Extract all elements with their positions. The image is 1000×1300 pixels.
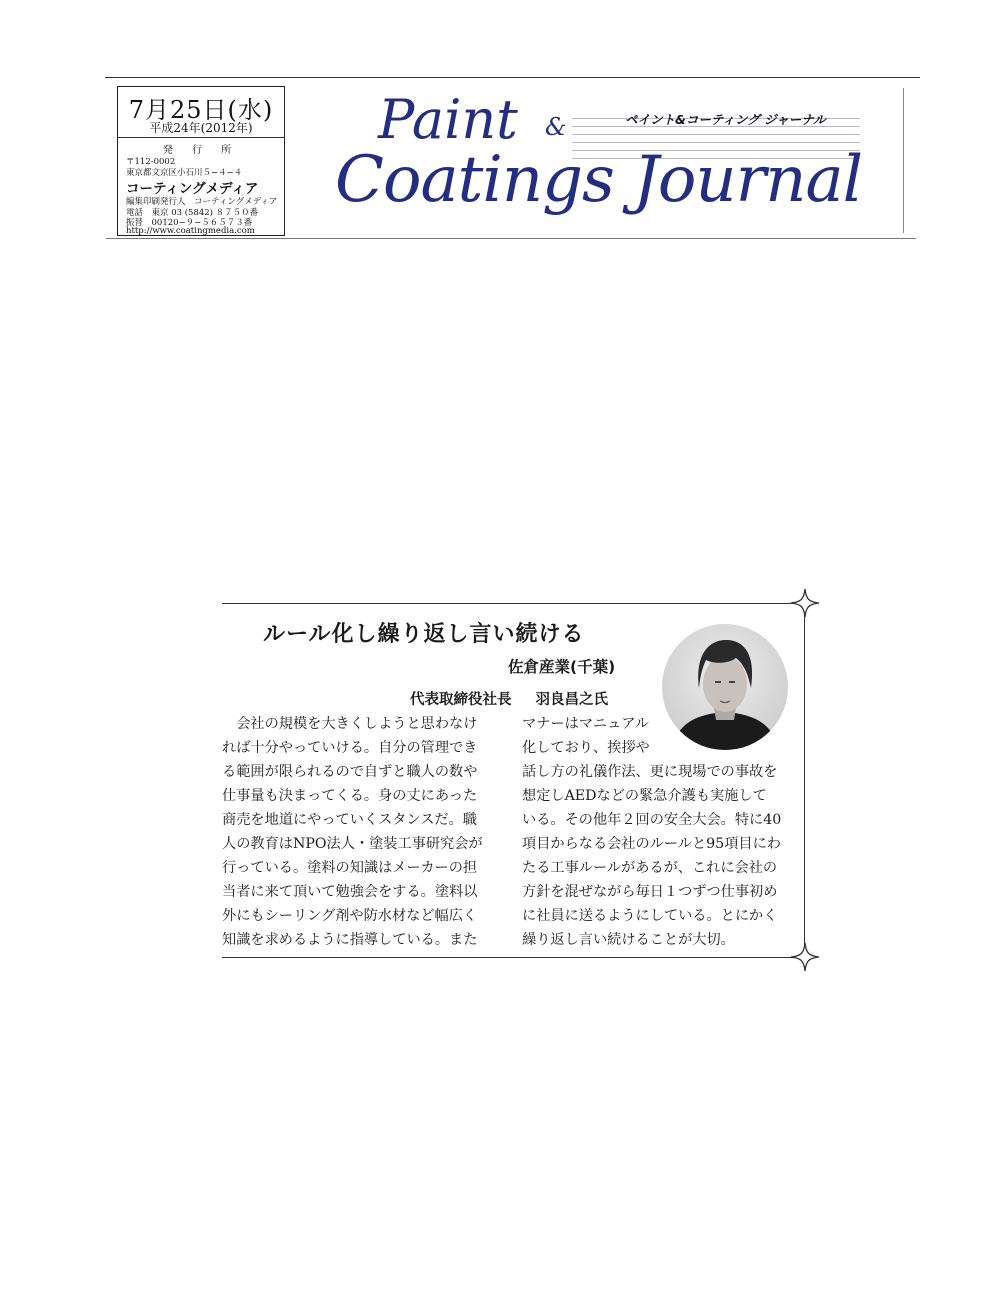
body-text-line: 商売を地道にやっていくスタンスだ。職 xyxy=(222,812,477,828)
body-text-line: る範囲が限られるので自ずと職人の数や xyxy=(222,764,478,780)
body-text-line: 人の教育はNPO法人・塗装工事研究会が xyxy=(222,836,483,852)
issue-date: 7月25日(水) xyxy=(128,96,274,124)
body-text-line: 外にもシーリング剤や防水材など幅広く xyxy=(222,908,478,924)
publisher-address: 東京都文京区小石川５−４−４ xyxy=(126,168,243,178)
logo-paint: Paint xyxy=(378,88,518,151)
body-text-line: マナーはマニュアル xyxy=(522,716,650,732)
body-text-line: 繰り返し言い続けることが大切。 xyxy=(522,932,735,948)
body-text-line: に社員に送るようにしている。とにかく xyxy=(522,908,778,924)
person-title: 代表取締役社長 xyxy=(410,692,512,708)
masthead-bottom-rule xyxy=(106,238,916,239)
masthead-top-rule xyxy=(105,77,920,78)
issue-info-box xyxy=(117,86,285,236)
company-name: 佐倉産業(千葉) xyxy=(508,658,616,676)
body-text-line: 話し方の礼儀作法、更に現場での事故を xyxy=(522,764,778,780)
body-text-line: 仕事量も決まってくる。身の丈にあった xyxy=(222,788,478,804)
sparkle-ornament-icon xyxy=(790,942,820,972)
publisher-heading: 発 行 所 xyxy=(162,145,240,156)
body-text-line: 当者に来て頂いて勉強会をする。塗料以 xyxy=(222,884,478,900)
body-text-line: たる工事ルールがあるが、これに会社の xyxy=(522,860,778,876)
logo-coatings-journal: Coatings Journal xyxy=(335,143,863,217)
website-url: http://www.coatingmedia.com xyxy=(126,226,255,236)
body-text-line: 想定しAEDなどの緊急介護も実施して xyxy=(522,788,767,804)
logo-subtitle: ペイント&コーティング ジャーナル xyxy=(625,112,826,127)
article-right-rule xyxy=(804,615,805,945)
publisher-name: コーティングメディア xyxy=(126,181,259,197)
body-text-line: 行っている。塗料の知識はメーカーの担 xyxy=(222,860,478,876)
article-headline: ルール化し繰り返し言い続ける xyxy=(263,622,585,647)
article-bottom-rule xyxy=(222,957,797,958)
editor-line: 編集印刷発行人 コーティングメディア xyxy=(126,197,278,207)
masthead-right-rule xyxy=(903,88,904,233)
body-text-line: いる。その他年２回の安全大会。特に40 xyxy=(522,812,782,828)
body-text-line: 項目からなる会社のルールと95項目にわ xyxy=(522,836,781,852)
body-text-line: 化しており、挨拶や xyxy=(522,740,650,756)
article-top-rule xyxy=(222,603,797,604)
body-text-line: 会社の規模を大きくしようと思わなけ xyxy=(222,716,478,732)
logo-staff-line xyxy=(572,134,860,135)
info-divider xyxy=(118,137,284,138)
phone-line: 電話 東京 03 (5842) ８７５０番 xyxy=(126,208,259,218)
postal-code: 〒112-0002 xyxy=(126,157,176,167)
body-text-line: 知識を求めるように指導している。また xyxy=(222,932,478,948)
person-name: 羽良昌之氏 xyxy=(535,692,608,708)
sparkle-ornament-icon xyxy=(790,588,820,618)
logo-ampersand: & xyxy=(545,113,567,141)
body-text-line: 方針を混ぜながら毎日１つずつ仕事初め xyxy=(522,884,778,900)
issue-era: 平成24年(2012年) xyxy=(149,121,253,135)
portrait-photo xyxy=(662,624,788,750)
transfer-line: 振替 00120−９−５６５７３番 xyxy=(126,218,253,228)
body-text-line: れば十分やっていける。自分の管理でき xyxy=(222,740,478,756)
person-byline xyxy=(410,688,608,709)
